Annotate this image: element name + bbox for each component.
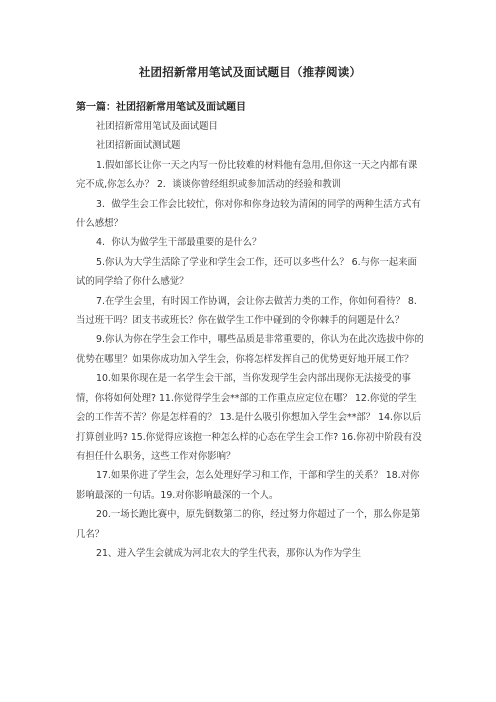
section-title: 第一篇：社团招新常用笔试及面试题目 <box>76 102 246 113</box>
question-paragraph: 17.如果你进了学生会，怎么处理好学习和工作，干部和学生的关系？ 18.对你影响最深的一句话。19.对你影响最深的一个人。 <box>76 470 420 501</box>
question-paragraph: 1.假如部长让你一天之内写一份比较难的材料他有急用,但你这一天之内都有课完不成,你怎么办？ 2．谈谈你曾经组织或参加活动的经验和教训 <box>76 159 418 191</box>
question-paragraph: 10.如果你现在是一名学生会干部，当你发现学生会内部出现你无法接受的事情，你将如何处理? 11.你觉得学生会**部的工作重点应定位在哪？ 12.你觉的学生会的工作苦不苦？你是怎样看的？ 13.是什么吸引你想加入学生会**部？ 14.你以后打算创业吗? 15.你觉得应该抱一种怎么样的心态在学生会工作? 16.你初中阶段有没有担任什么职务，这些工作对你影响？ <box>76 373 422 462</box>
question-paragraph: 7.在学生会里，有时因工作协调，会让你去做苦力类的工作，你如何看待？ 8.当过班干吗？团支书或班长？你在做学生工作中碰到的令你棘手的问题是什么？ <box>76 295 417 327</box>
subtitle-exam-questions: 社团招新常用笔试及面试题目 <box>96 121 218 132</box>
question-paragraph: 5.你认为大学生活除了学业和学生会工作，还可以多些什么？ 6.与你一起来面试的同学给了你什么感觉？ <box>76 256 417 288</box>
question-paragraph: 3．做学生会工作会比较忙，你对你和你身边较为清闲的同学的两种生活方式有什么感想？ <box>76 198 421 230</box>
question-paragraph: 4．你认为做学生干部最重要的是什么？ <box>96 237 262 249</box>
question-paragraph: 21、进入学生会就成为河北农大的学生代表，那你认为作为学生 <box>96 547 362 559</box>
question-paragraph: 20.一场长跑比赛中，原先倒数第二的你，经过努力你超过了一个，那么你是第几名？ <box>76 509 421 540</box>
subtitle-interview-questions: 社团招新面试测试题 <box>96 140 181 152</box>
document-title: 社团招新常用笔试及面试题目（推荐阅读） <box>138 65 362 79</box>
question-paragraph: 9.你认为你在学生会工作中，哪些品质是非常重要的，你认为在此次选拔中你的优势在哪里？如果你成功加入学生会，你将怎样发挥自己的优势更好地开展工作？ <box>76 334 424 365</box>
